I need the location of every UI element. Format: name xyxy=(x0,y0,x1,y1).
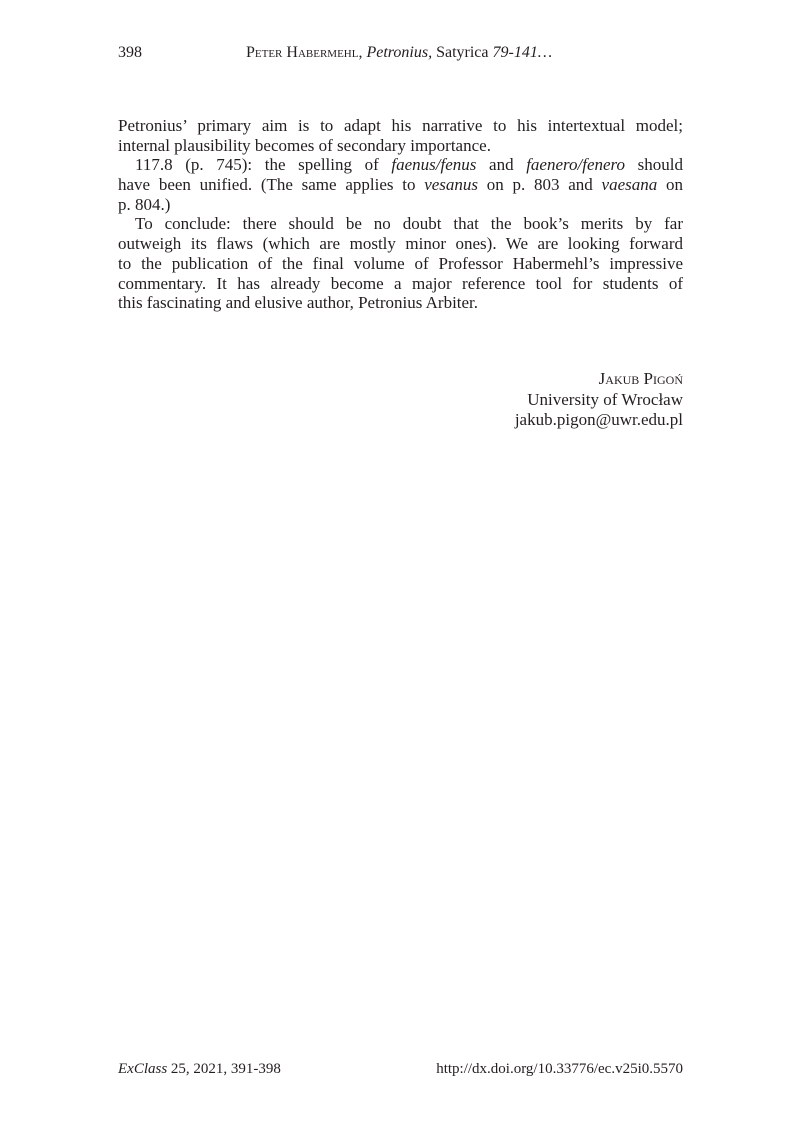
running-header xyxy=(246,44,552,62)
footer-doi-link[interactable]: http://dx.doi.org/10.33776/ec.v25i0.5570 xyxy=(436,1061,683,1077)
text-segment: To conclude: there should be no doubt that the book’s merits by far xyxy=(135,214,683,234)
signature-email[interactable]: jakub.pigon@uwr.edu.pl xyxy=(514,410,683,429)
header-author: Peter Habermehl xyxy=(246,44,359,61)
text-line xyxy=(118,116,683,136)
footer-citation xyxy=(118,1061,281,1078)
text-segment: and xyxy=(476,155,527,175)
signature-block xyxy=(515,369,683,431)
page-number: 398 xyxy=(118,44,142,61)
text-line xyxy=(118,155,683,175)
italic-term: vaesana xyxy=(601,175,658,195)
header-separator: , xyxy=(358,44,367,61)
text-segment: Petronius’ primary aim is to adapt his narrative to his intertextual model; xyxy=(118,116,683,135)
text-line xyxy=(118,274,683,294)
text-segment: on xyxy=(657,175,684,195)
header-title: Petronius, xyxy=(366,44,433,61)
text-segment: to the publication of the final volume of Professor Habermehl’s impressive xyxy=(118,253,683,273)
footer-journal: ExClass xyxy=(118,1061,168,1077)
footer-volume: 25, 2021, 391-398 xyxy=(167,1061,281,1077)
text-segment: p. 804.) xyxy=(118,194,171,214)
text-segment: 117.8 (p. 745): the spelling of xyxy=(135,155,392,175)
text-line xyxy=(118,254,683,274)
header-work: Satyrica xyxy=(432,44,493,61)
text-segment: this fascinating and elusive author, Petronius Arbiter. xyxy=(118,293,479,313)
text-line xyxy=(118,234,683,254)
text-line xyxy=(118,195,683,215)
italic-term: faenero/fenero xyxy=(526,155,626,175)
text-line xyxy=(118,214,683,234)
text-segment: outweigh its flaws (which are mostly minor ones). We are looking forward xyxy=(118,234,683,254)
text-segment: should xyxy=(625,155,683,175)
italic-term: vesanus xyxy=(424,175,479,195)
italic-term: faenus/fenus xyxy=(391,155,477,175)
text-line xyxy=(118,293,683,313)
text-line xyxy=(118,175,683,195)
text-segment: have been unified. (The same applies to xyxy=(118,175,425,195)
header-range: 79-141… xyxy=(492,44,553,61)
text-segment: internal plausibility becomes of secondary importance. xyxy=(118,135,491,155)
text-segment: commentary. It has already become a major reference tool for students of xyxy=(118,273,683,293)
text-line xyxy=(118,136,683,156)
signature-affiliation: University of Wrocław xyxy=(527,389,683,409)
text-segment: on p. 803 and xyxy=(478,175,602,195)
signature-name: Jakub Pigoń xyxy=(598,369,683,388)
article-body xyxy=(118,116,683,313)
